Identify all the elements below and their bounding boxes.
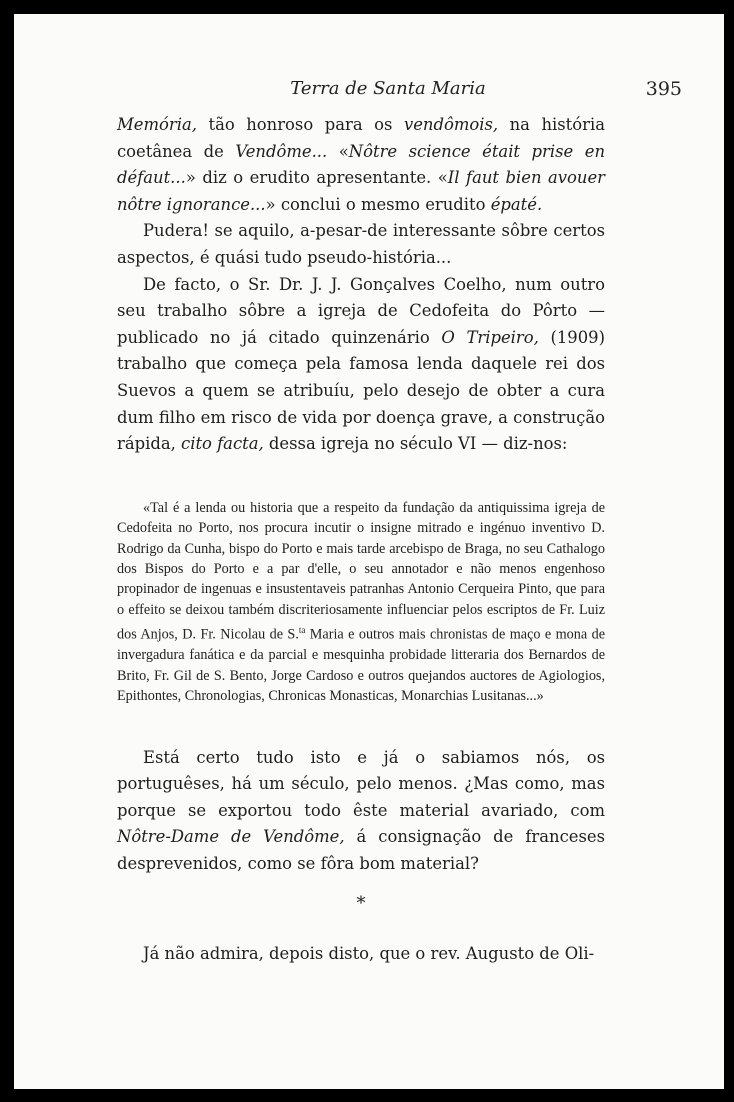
page-body <box>117 112 605 968</box>
text-run: De facto, o Sr. Dr. J. J. Gonçalves Coelho, num outro seu trabalho sôbre a igreja de Cedofeita do Pôrto — publicado no já citado quinzenário <box>117 274 605 347</box>
text-run: « <box>327 141 349 161</box>
paragraph-3 <box>117 272 605 458</box>
italic-text: Il faut bien avouer nôtre ignorance... <box>117 168 605 214</box>
section-separator: * <box>356 893 366 915</box>
text-run: tão honroso para os <box>196 115 404 134</box>
italic-text: O Tripeiro, <box>441 327 539 347</box>
paragraph-after-quote <box>117 745 605 878</box>
running-head <box>94 78 682 106</box>
italic-text: vendômois, <box>403 115 499 134</box>
text-run: Está certo tudo isto e já o sabiamos nós, os portuguêses, há um século, pelo menos. ¿Mas como, mas porque se exportou todo êste material avariado, com <box>117 747 605 820</box>
block-quote <box>117 498 605 707</box>
italic-text: épaté. <box>490 194 543 214</box>
text-run: Maria e outros mais chronistas de maço e mona de invergadura fanática e da parcial e mesquinha probidade litteraria dos Bernardos de Brito, Fr. Gil de S. Bento, Jorge Cardoso e outros quejandos auctores de Agiologios, Epithontes, Chronologias, Chronicas Monasticas, Monarchias Lusitanas...» <box>117 626 605 705</box>
italic-text: cito facta, <box>181 434 264 454</box>
paragraph-2 <box>117 218 605 271</box>
text-run: » conclui o mesmo erudito <box>265 194 491 214</box>
text-run: (1909) trabalho que começa pela famosa lenda daquele rei dos Suevos a quem se atribuíu, pelo desejo de obter a cura dum filho em risco de vida por doença grave, a construção rápida, <box>117 327 605 454</box>
page-number: 395 <box>645 78 682 100</box>
text-run: Já não admira, depois disto, que o rev. Augusto de Oli- <box>143 944 595 964</box>
superscript-text: ta <box>298 625 306 636</box>
book-page <box>14 14 724 1089</box>
paragraph-last <box>117 941 605 968</box>
italic-text: Vendôme... <box>235 141 328 161</box>
paragraph-1 <box>117 112 605 218</box>
text-run: dessa igreja no século VI — diz-nos: <box>263 434 568 454</box>
text-run: na história coetânea de <box>117 115 605 161</box>
running-head-title: Terra de Santa Maria <box>290 78 486 99</box>
italic-text: Nôtre science était prise en défaut... <box>117 141 606 188</box>
text-run: Pudera! se aquilo, a-pesar-de interessante sôbre certos aspectos, é quási tudo pseudo-história... <box>117 221 605 267</box>
text-run: » diz o erudito apresentante. « <box>185 168 448 188</box>
text-run: «Tal é a lenda ou historia que a respeito da fundação da antiquissima igreja de Cedofeita no Porto, nos procura incutir o insigne mitrado e ingénuo inventivo D. Rodrigo da Cunha, bispo do Porto e mais tarde arcebispo de Braga, no seu Cathalogo dos Bispos do Porto e a par d'elle, o seu annotador e não menos engenhoso propinador de ingenuas e insustentaveis patranhas Antonio Cerqueira Pinto, que para o effeito se deixou também discriteriosamente influenciar pelos escriptos de Fr. Luiz dos Anjos, D. Fr. Nicolau de S. <box>117 499 605 643</box>
italic-text: Memória, <box>117 115 197 134</box>
italic-text: Nôtre-Dame de Vendôme, <box>117 827 345 847</box>
text-run: á consignação de franceses desprevenidos, como se fôra bom material? <box>117 827 605 873</box>
